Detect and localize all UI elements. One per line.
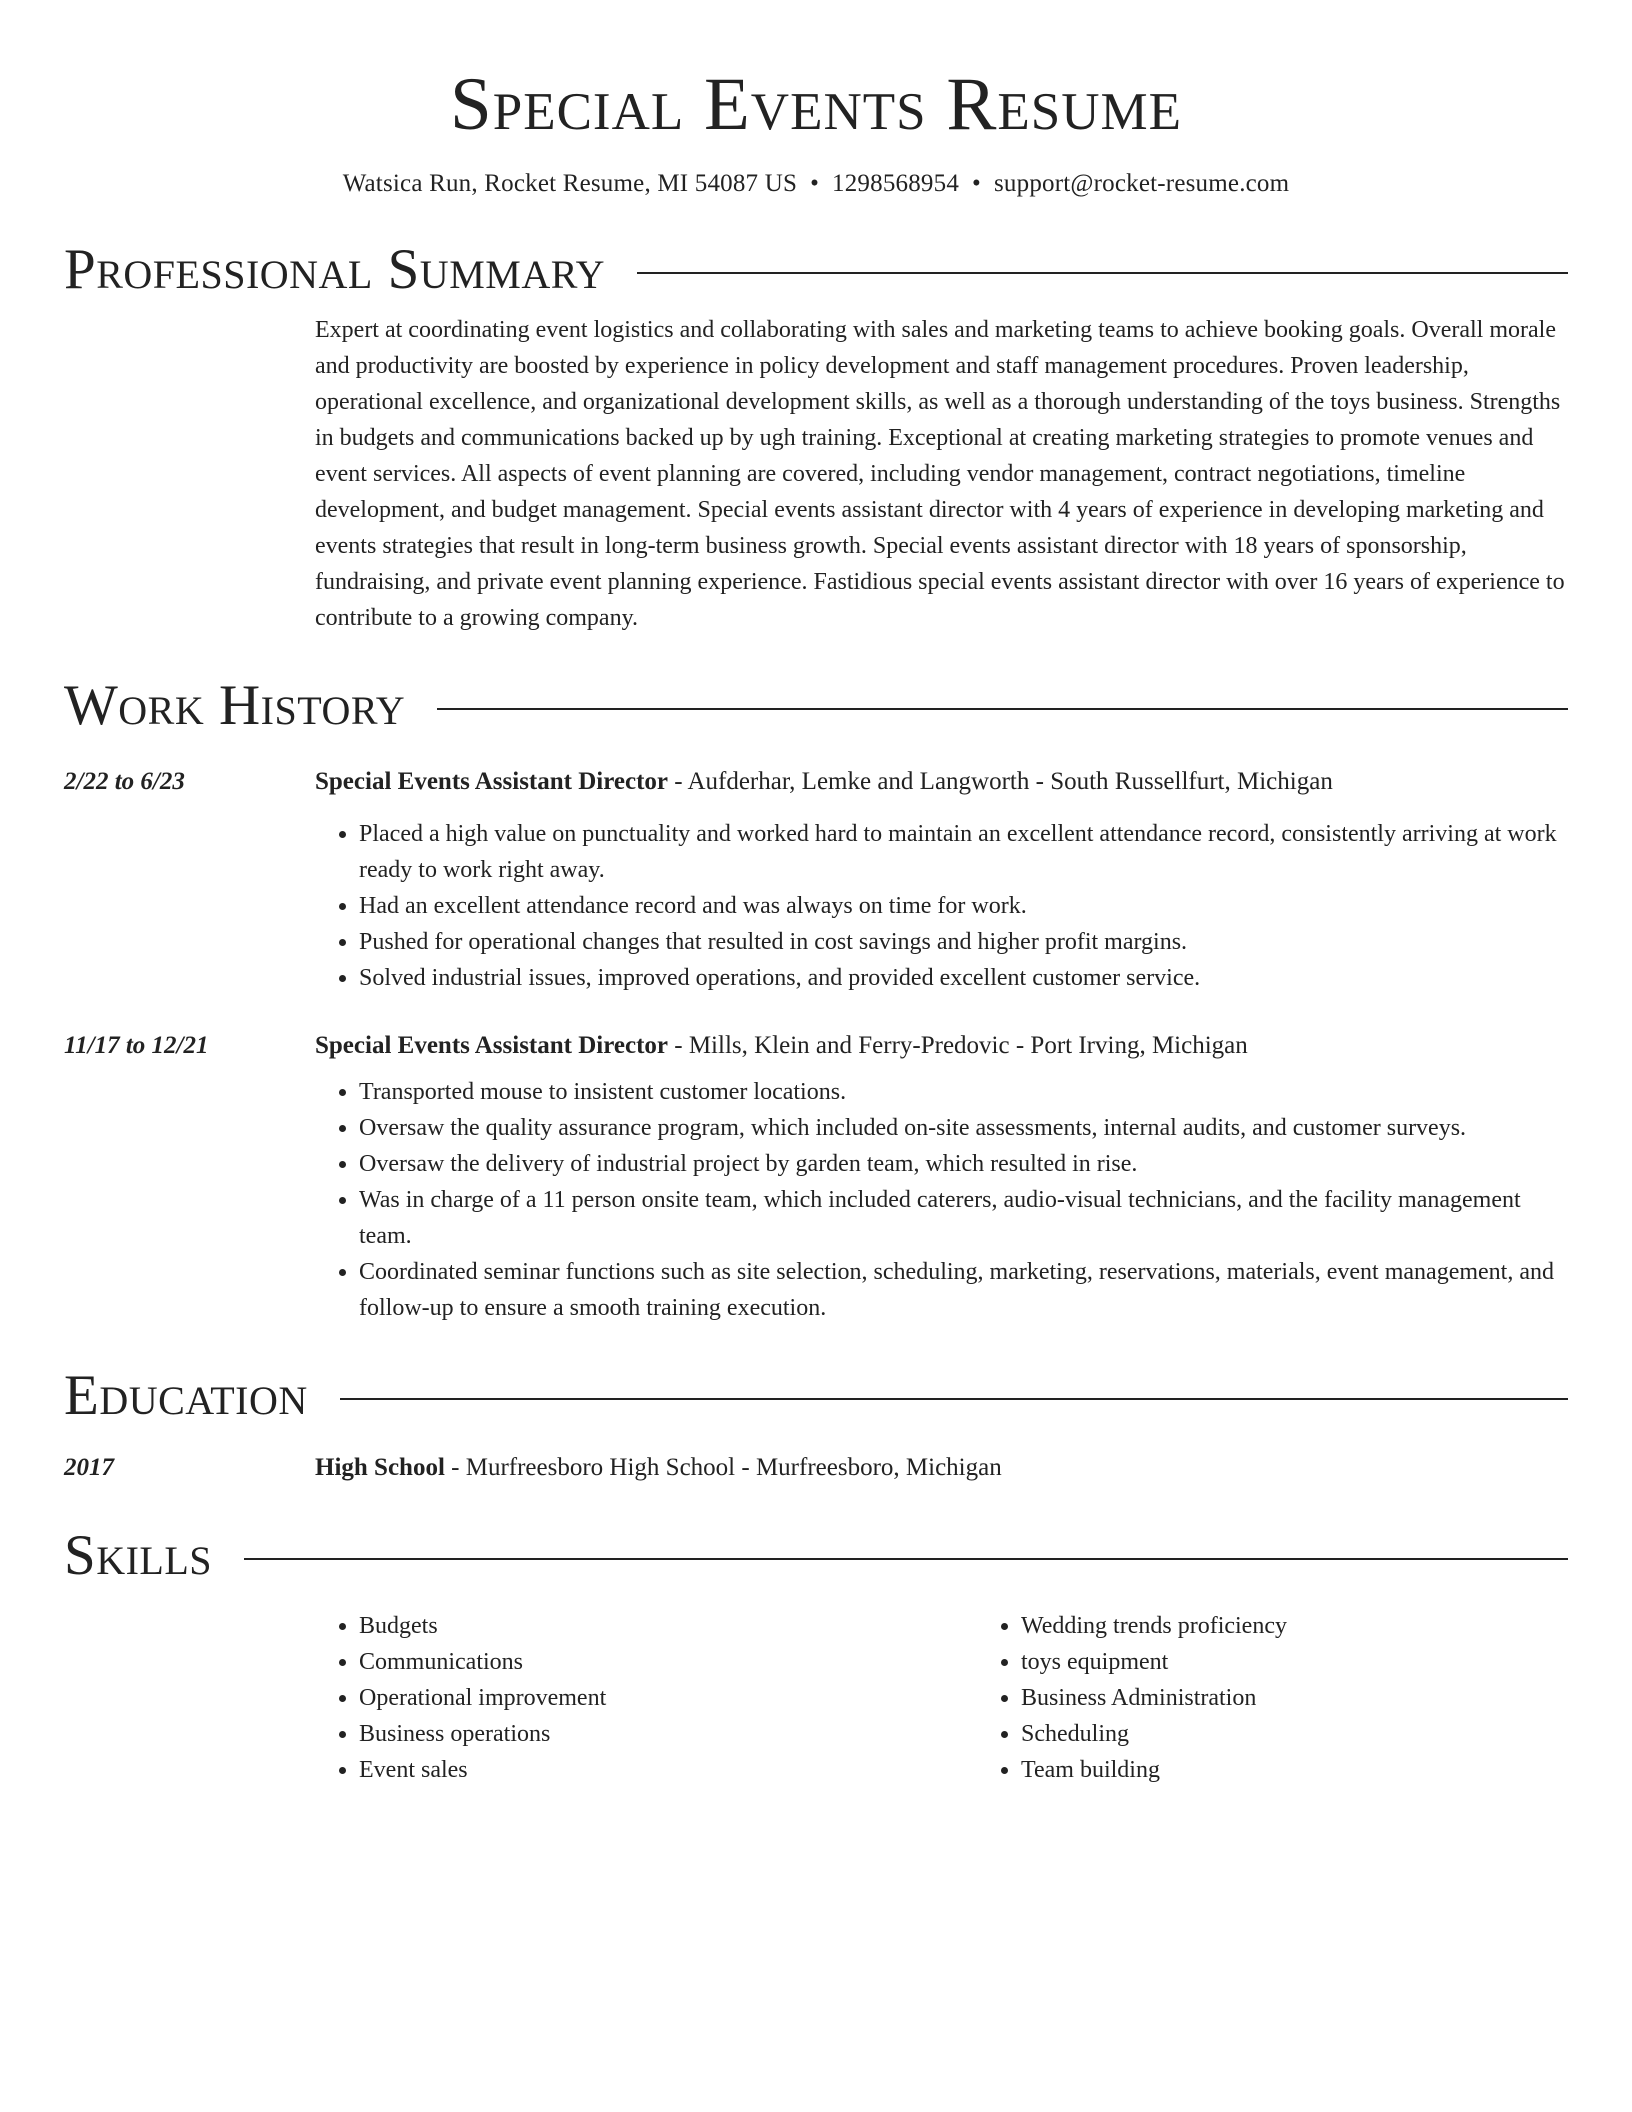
education-degree: High School bbox=[315, 1454, 445, 1481]
skill-item: • Business Administration bbox=[1021, 1680, 1568, 1716]
job-bullet: • Oversaw the delivery of industrial project by garden team, which resulted in rise. bbox=[359, 1146, 1568, 1182]
summary-row bbox=[64, 312, 1568, 636]
skills-heading: Skills bbox=[64, 1524, 213, 1587]
education-heading-line bbox=[315, 1450, 1568, 1486]
skills-section-header bbox=[64, 1522, 1568, 1590]
job-title: Special Events Assistant Director bbox=[315, 768, 668, 795]
job-bullets bbox=[315, 1074, 1568, 1326]
contact-email: support@rocket-resume.com bbox=[993, 170, 1290, 197]
job-details: - Aufderhar, Lemke and Langworth - South Russellfurt, Michigan bbox=[668, 768, 1333, 795]
job-title: Special Events Assistant Director bbox=[315, 1032, 668, 1059]
skills-row bbox=[64, 1608, 1568, 1788]
job-bullet: • Placed a high value on punctuality and worked hard to maintain an excellent attendance record, consistently arriving at work ready to work right away. bbox=[359, 816, 1568, 888]
work-section-header bbox=[64, 672, 1568, 740]
summary-heading: Professional Summary bbox=[64, 238, 606, 301]
skills-list-right bbox=[977, 1608, 1568, 1788]
skills-columns bbox=[315, 1608, 1568, 1788]
section-divider bbox=[340, 1398, 1568, 1400]
job-bullet: • Oversaw the quality assurance program, which included on-site assessments, internal audits, and customer surveys. bbox=[359, 1110, 1568, 1146]
contact-separator: • bbox=[972, 170, 981, 197]
section-divider bbox=[437, 708, 1568, 710]
skill-item: • Wedding trends proficiency bbox=[1021, 1608, 1568, 1644]
summary-text: Expert at coordinating event logistics and collaborating with sales and marketing teams to achieve booking goals. Overall morale and productivity are boosted by experience in policy development and staff management procedures. Proven leadership, operational excellence, and organizational development skills, as well as a thorough understanding of the toys business. Strengths in budgets and communications backed up by ugh training. Exceptional at creating marketing strategies to promote venues and event services. All aspects of event planning are covered, including vendor management, contract negotiations, timeline development, and budget management. Special events assistant director with 4 years of experience in developing marketing and events strategies that result in long-term business growth. Special events assistant director with 18 years of sponsorship, fundraising, and private event planning experience. Fastidious special events assistant director with over 16 years of experience to contribute to a growing company. bbox=[315, 317, 1565, 631]
section-divider bbox=[244, 1558, 1568, 1560]
education-details: - Murfreesboro High School - Murfreesboro, Michigan bbox=[444, 1454, 1002, 1481]
skills-list-left bbox=[315, 1608, 977, 1788]
education-section-header bbox=[64, 1362, 1568, 1430]
skill-item: • Scheduling bbox=[1021, 1716, 1568, 1752]
job-heading bbox=[315, 764, 1568, 800]
job-dates: 2/22 to 6/23 bbox=[64, 768, 185, 795]
contact-line bbox=[64, 168, 1568, 200]
job-bullets bbox=[315, 816, 1568, 996]
job-entry bbox=[64, 764, 1568, 996]
work-heading: Work History bbox=[64, 674, 406, 737]
education-heading: Education bbox=[64, 1364, 308, 1427]
job-bullet: • Transported mouse to insistent customer locations. bbox=[359, 1074, 1568, 1110]
job-bullet: • Solved industrial issues, improved operations, and provided excellent customer service. bbox=[359, 960, 1568, 996]
job-bullet: • Pushed for operational changes that resulted in cost savings and higher profit margins. bbox=[359, 924, 1568, 960]
job-bullet: • Coordinated seminar functions such as site selection, scheduling, marketing, reservations, materials, event management, and follow-up to ensure a smooth training execution. bbox=[359, 1254, 1568, 1326]
education-entry bbox=[64, 1450, 1568, 1486]
skill-item: • toys equipment bbox=[1021, 1644, 1568, 1680]
job-heading bbox=[315, 1028, 1568, 1064]
job-details: - Mills, Klein and Ferry-Predovic - Port Irving, Michigan bbox=[668, 1032, 1248, 1059]
skill-item: • Budgets bbox=[359, 1608, 977, 1644]
contact-phone: 1298568954 bbox=[832, 170, 960, 197]
skill-item: • Team building bbox=[1021, 1752, 1568, 1788]
contact-separator: • bbox=[810, 170, 820, 197]
job-bullet: • Had an excellent attendance record and was always on time for work. bbox=[359, 888, 1568, 924]
summary-section-header bbox=[64, 236, 1568, 304]
job-entry bbox=[64, 1028, 1568, 1326]
skill-item: • Operational improvement bbox=[359, 1680, 977, 1716]
section-divider bbox=[637, 272, 1568, 274]
resume-title: Special Events Resume bbox=[450, 63, 1182, 146]
summary-left-spacer bbox=[64, 312, 315, 636]
skills-left-spacer bbox=[64, 1608, 315, 1788]
skill-item: • Business operations bbox=[359, 1716, 977, 1752]
job-dates: 11/17 to 12/21 bbox=[64, 1032, 209, 1059]
education-year: 2017 bbox=[64, 1454, 114, 1481]
skill-item: • Communications bbox=[359, 1644, 977, 1680]
skill-item: • Event sales bbox=[359, 1752, 977, 1788]
contact-address: Watsica Run, Rocket Resume, MI 54087 US bbox=[342, 170, 798, 197]
job-bullet: • Was in charge of a 11 person onsite team, which included caterers, audio-visual technicians, and the facility management team. bbox=[359, 1182, 1568, 1254]
